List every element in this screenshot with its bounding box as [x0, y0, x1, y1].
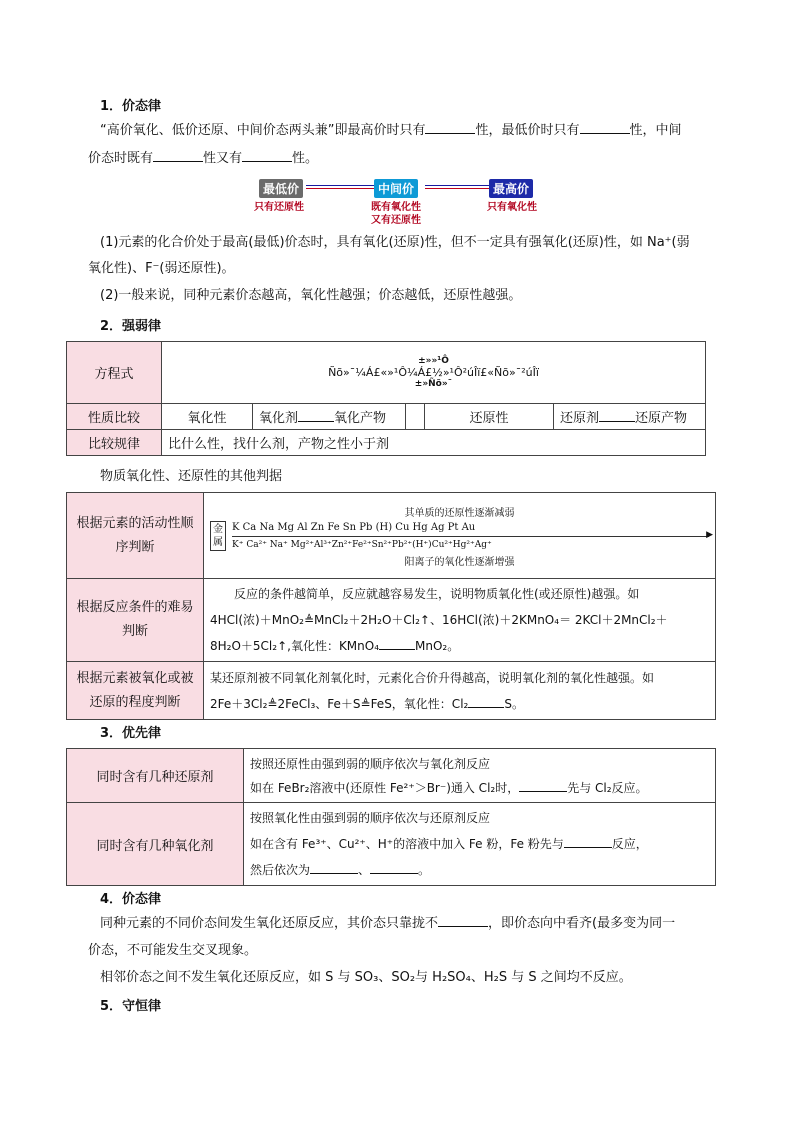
multiple-oxidants-cell: 按照氧化性由强到弱的顺序依次与还原剂反应 如在含有 Fe³⁺、Cu²⁺、H⁺的溶液中加入 Fe 粉，Fe 粉先与 反应， 然后依次为 、 。: [244, 803, 716, 886]
blank-field: [310, 861, 358, 874]
sequence-arrow: ▶: [232, 536, 709, 537]
criteria-table: [66, 492, 716, 720]
blank-field: [370, 861, 418, 874]
compare-rule-label: 比较规律: [67, 430, 162, 456]
reducing-property-cell: 还原性: [425, 404, 554, 430]
middle-valence-label-1: 既有氧化性: [371, 202, 421, 213]
metal-sequence: K Ca Na Mg Al Zn Fe Sn Pb (H) Cu Hg Ag Pt Au: [232, 521, 476, 533]
reaction-condition-cell: 反应的条件越简单，反应就越容易发生，说明物质氧化性(或还原性)越强。如 4HCl(浓)＋MnO₂≜MnCl₂＋2H₂O＋Cl₂↑、16HCl(浓)＋2KMnO₄＝ 2KCl＋2MnCl₂＋ 8H₂O＋5Cl₂↑,氧化性：KMnO₄ MnO₂。: [204, 579, 716, 662]
blank-field: [519, 779, 567, 792]
multiple-reductants-cell: 按照还原性由强到弱的顺序依次与氧化剂反应 如在 FeBr₂溶液中(还原性 Fe²⁺＞Br⁻)通入 Cl₂时， 先与 Cl₂反应。: [244, 749, 716, 803]
equation-bottom-annotation: ±»Ñõ»¯: [414, 379, 453, 389]
equation-cell: [162, 342, 706, 404]
blank-field: [564, 835, 612, 848]
blank-field: [468, 695, 504, 708]
diagram-line: [425, 185, 489, 186]
highest-valence-label: 只有氧化性: [487, 202, 537, 213]
compare-rule-text: 比什么性，找什么剂，产物之性小于剂: [162, 430, 706, 456]
other-criteria-caption: 物质氧化性、还原性的其他判据: [100, 469, 283, 484]
note-1-line2: 氧化性)、F⁻(弱还原性)。: [88, 261, 235, 276]
note-1-line1: (1)元素的化合价处于最高(最低)价态时，具有氧化(还原)性，但不一定具有强氧化(还原)性，如 Na⁺(弱: [100, 235, 690, 250]
oxidation-degree-cell: 某还原剂被不同氧化剂氧化时，元素化合价升得越高，说明氧化剂的氧化性越强。如 2Fe＋3Cl₂≜2FeCl₃、Fe＋S≜FeS，氧化性：Cl₂ S。: [204, 662, 716, 720]
property-compare-label: 性质比较: [67, 404, 162, 430]
section-3-heading: 3．优先律: [100, 726, 162, 741]
section-2-heading: 2．强弱律: [100, 319, 162, 334]
oxidation-degree-label: 根据元素被氧化或被还原的程度判断: [67, 662, 204, 720]
empty-cell: [406, 404, 425, 430]
oxidant-compare-cell: 氧化剂 氧化产物: [253, 404, 406, 430]
lowest-valence-badge: 最低价: [259, 179, 303, 198]
metal-top-caption: 其单质的还原性逐渐减弱: [404, 507, 515, 519]
middle-valence-badge: 中间价: [374, 179, 418, 198]
equation-top-annotation: ±»»¹Ô: [418, 356, 449, 366]
equation-table: [66, 341, 706, 456]
section-5-heading: 5．守恒律: [100, 999, 162, 1014]
section-1-heading: 1．价态律: [100, 99, 162, 114]
equation-label: 方程式: [67, 342, 162, 404]
reaction-condition-label: 根据反应条件的难易判断: [67, 579, 204, 662]
diagram-line: [306, 185, 374, 186]
blank-field: [599, 409, 635, 422]
middle-valence-label-2: 又有还原性: [371, 215, 421, 226]
blank-field: [379, 637, 415, 650]
note-2: (2)一般来说，同种元素价态越高，氧化性越强；价态越低，还原性越强。: [100, 288, 522, 303]
metal-bottom-caption: 阳离子的氧化性逐渐增强: [404, 556, 515, 568]
blank-field: [153, 149, 203, 162]
sec4-paragraph-line1: 同种元素的不同价态间发生氧化还原反应，其价态只靠拢不 ，即价态向中看齐(最多变为同一: [100, 916, 676, 931]
diagram-line: [425, 188, 489, 189]
equation-main: Ñõ»¯¼Á£«»¹Ô¼Á£½»¹Ô²úÎï£«Ñõ»¯²úÎï: [328, 366, 539, 379]
metal-activity-cell: [204, 493, 716, 579]
activity-order-label: 根据元素的活动性顺序判断: [67, 493, 204, 579]
diagram-line: [306, 188, 374, 189]
sec4-paragraph-line3: 相邻价态之间不发生氧化还原反应，如 S 与 SO₃、SO₂与 H₂SO₄、H₂S 与 S 之间均不反应。: [100, 970, 632, 985]
multiple-reductants-label: 同时含有几种还原剂: [67, 749, 244, 803]
sec1-paragraph-line1: “高价氧化、低价还原、中间价态两头兼”即最高价时只有 性，最低价时只有 性，中间: [100, 123, 682, 138]
blank-field: [438, 914, 488, 927]
oxidizing-property-cell: 氧化性: [162, 404, 253, 430]
sec4-paragraph-line2: 价态，不可能发生交叉现象。: [88, 943, 258, 958]
reductant-compare-cell: 还原剂 还原产物: [554, 404, 706, 430]
blank-field: [298, 409, 334, 422]
sec1-paragraph-line2: 价态时既有 性又有 性。: [88, 151, 319, 166]
blank-field: [580, 121, 630, 134]
priority-table: [66, 748, 716, 886]
metal-tag: 金属: [210, 521, 226, 551]
blank-field: [242, 149, 292, 162]
multiple-oxidants-label: 同时含有几种氧化剂: [67, 803, 244, 886]
section-4-heading: 4．价态律: [100, 892, 162, 907]
ion-sequence: K⁺ Ca²⁺ Na⁺ Mg²⁺Al³⁺Zn²⁺Fe²⁺Sn²⁺Pb²⁺(H⁺)Cu²⁺Hg²⁺Ag⁺: [232, 539, 492, 550]
lowest-valence-label: 只有还原性: [254, 202, 304, 213]
blank-field: [425, 121, 475, 134]
highest-valence-badge: 最高价: [489, 179, 533, 198]
